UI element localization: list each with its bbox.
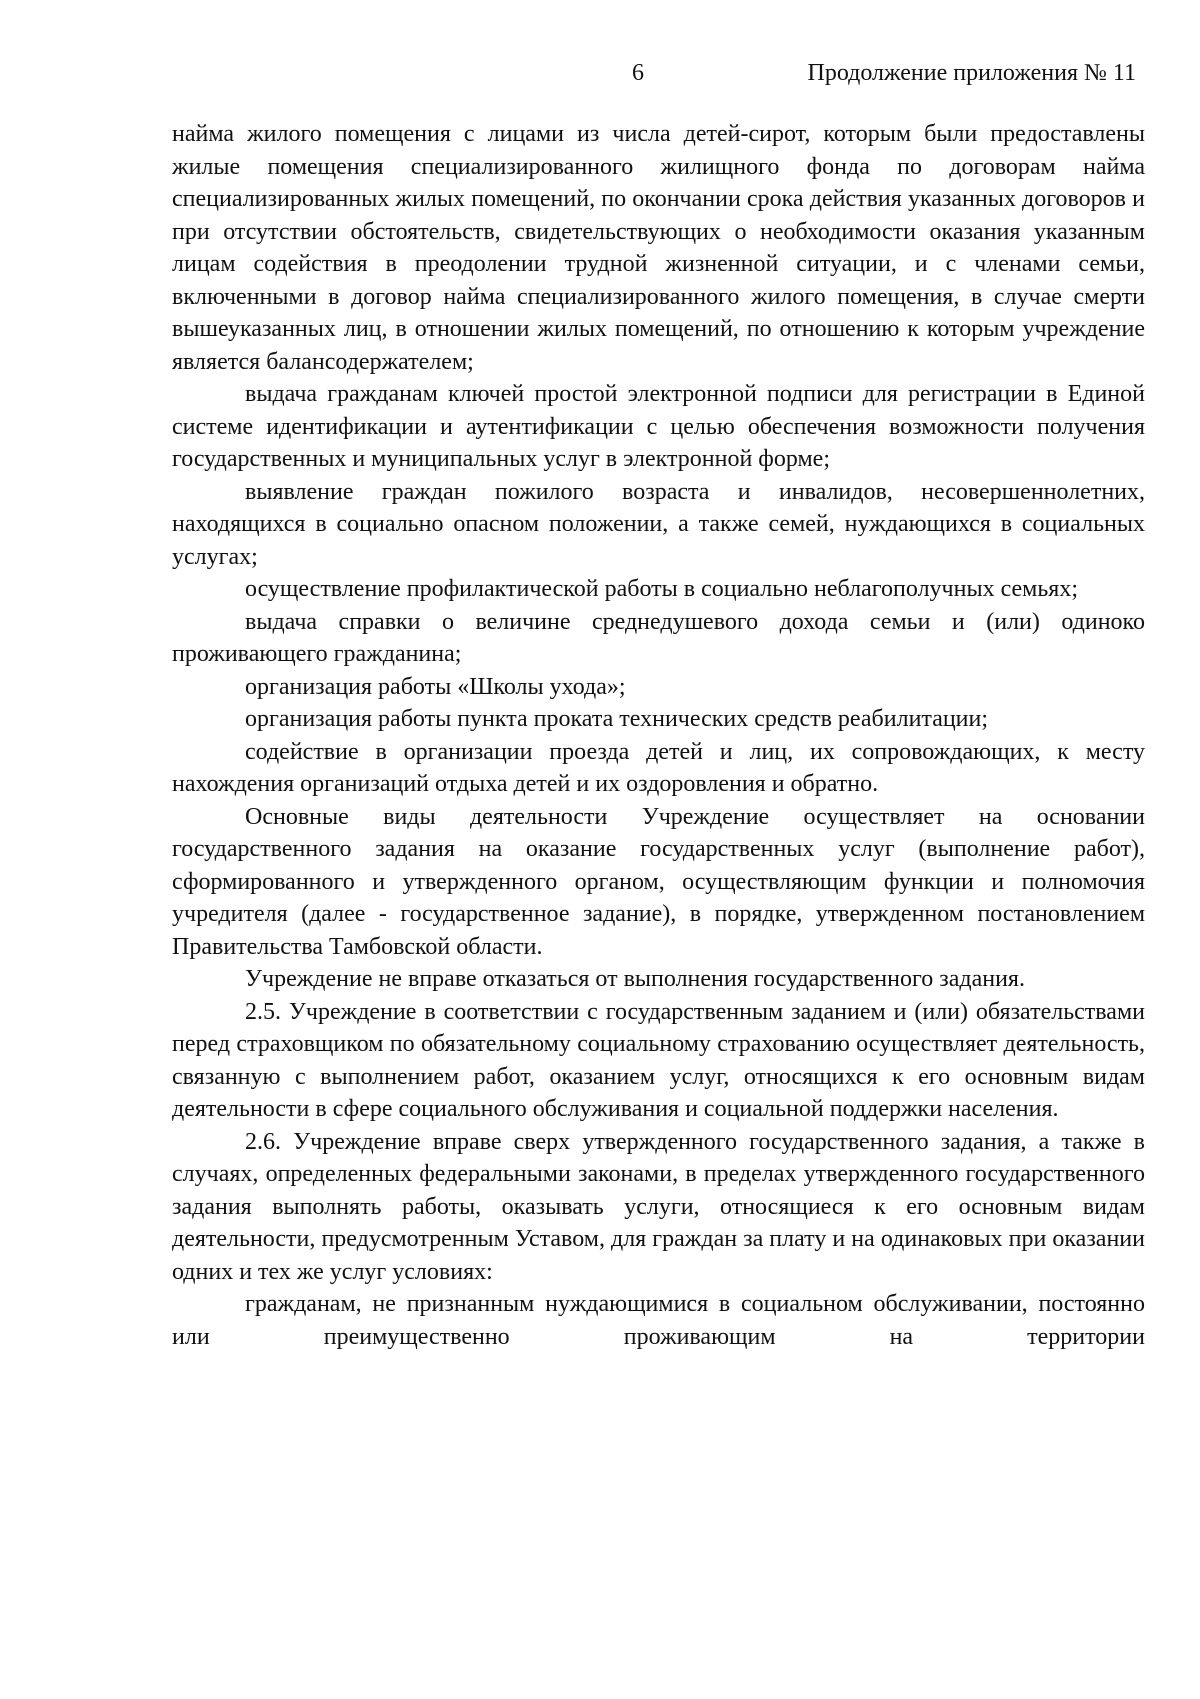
- paragraph-rental-point: организация работы пункта проката технических средств реабилитации;: [245, 706, 989, 732]
- paragraph-income-certificate: выдача справки о величине среднедушевого дохода семьи и (или) одиноко проживающего гражданина;: [172, 608, 1145, 667]
- paragraph-section-2-5: 2.5. Учреждение в соответствии с государственным заданием и (или) обязательствами перед страховщиком по обязательному социальному страхованию осуществляет деятельность, связанную с выполнением работ, оказанием услуг, относящихся к его основным видам деятельности в сфере социального обслуживания и социальной поддержки населения.: [172, 998, 1145, 1122]
- paragraph-no-refusal: Учреждение не вправе отказаться от выполнения государственного задания.: [245, 966, 1025, 992]
- paragraph-identification: выявление граждан пожилого возраста и инвалидов, несовершеннолетних, находящихся в социально опасном положении, а также семей, нуждающихся в социальных услугах;: [172, 478, 1145, 570]
- paragraph-citizens-paid-services: гражданам, не признанным нуждающимися в социальном обслуживании, постоянно или преимущественно проживающим на территории: [172, 1291, 1145, 1350]
- paragraph-care-school: организация работы «Школы ухода»;: [245, 673, 626, 700]
- paragraph-prevention: осуществление профилактической работы в социально неблагополучных семьях;: [245, 576, 1079, 602]
- appendix-continuation-note: Продолжение приложения № 11: [807, 60, 1136, 86]
- page-number: 6: [632, 60, 644, 86]
- page-header: [0, 60, 1200, 94]
- paragraph-continuation: найма жилого помещения с лицами из числа детей-сирот, которым были предоставлены жилые помещения специализированного жилищного фонда по договорам найма специализированных жилых помещений, по окончании срока действия указанных договоров и при отсутствии обстоятельств, свидетельствующих о необходимости оказания указанным лицам содействия в преодолении трудной жизненной ситуации, и с членами семьи, включенными в договор найма специализированного жилого помещения, в случае смерти вышеуказанных лиц, в отношении жилых помещений, по отношению к которым учреждение является балансодержателем;: [172, 121, 1145, 375]
- paragraph-section-2-6: 2.6. Учреждение вправе сверх утвержденного государственного задания, а также в случаях, определенных федеральными законами, в пределах утвержденного государственного задания выполнять работы, оказывать услуги, относящиеся к его основным видам деятельности, предусмотренным Уставом, для граждан за плату и на одинаковых при оказании одних и тех же услуг условиях:: [172, 1128, 1145, 1285]
- paragraph-child-travel: содействие в организации проезда детей и лиц, их сопровождающих, к месту нахождения организаций отдыха детей и их оздоровления и обратно.: [172, 738, 1145, 797]
- paragraph-state-assignment: Основные виды деятельности Учреждение осуществляет на основании государственного задания на оказание государственных услуг (выполнение работ), сформированного и утвержденного органом, осуществляющим функции и полномочия учредителя (далее - государственное задание), в порядке, утвержденном постановлением Правительства Тамбовской области.: [172, 803, 1145, 960]
- paragraph-electronic-signature: выдача гражданам ключей простой электронной подписи для регистрации в Единой системе идентификации и аутентификации с целью обеспечения возможности получения государственных и муниципальных услуг в электронной форме;: [172, 381, 1145, 472]
- document-body: [172, 118, 1145, 1353]
